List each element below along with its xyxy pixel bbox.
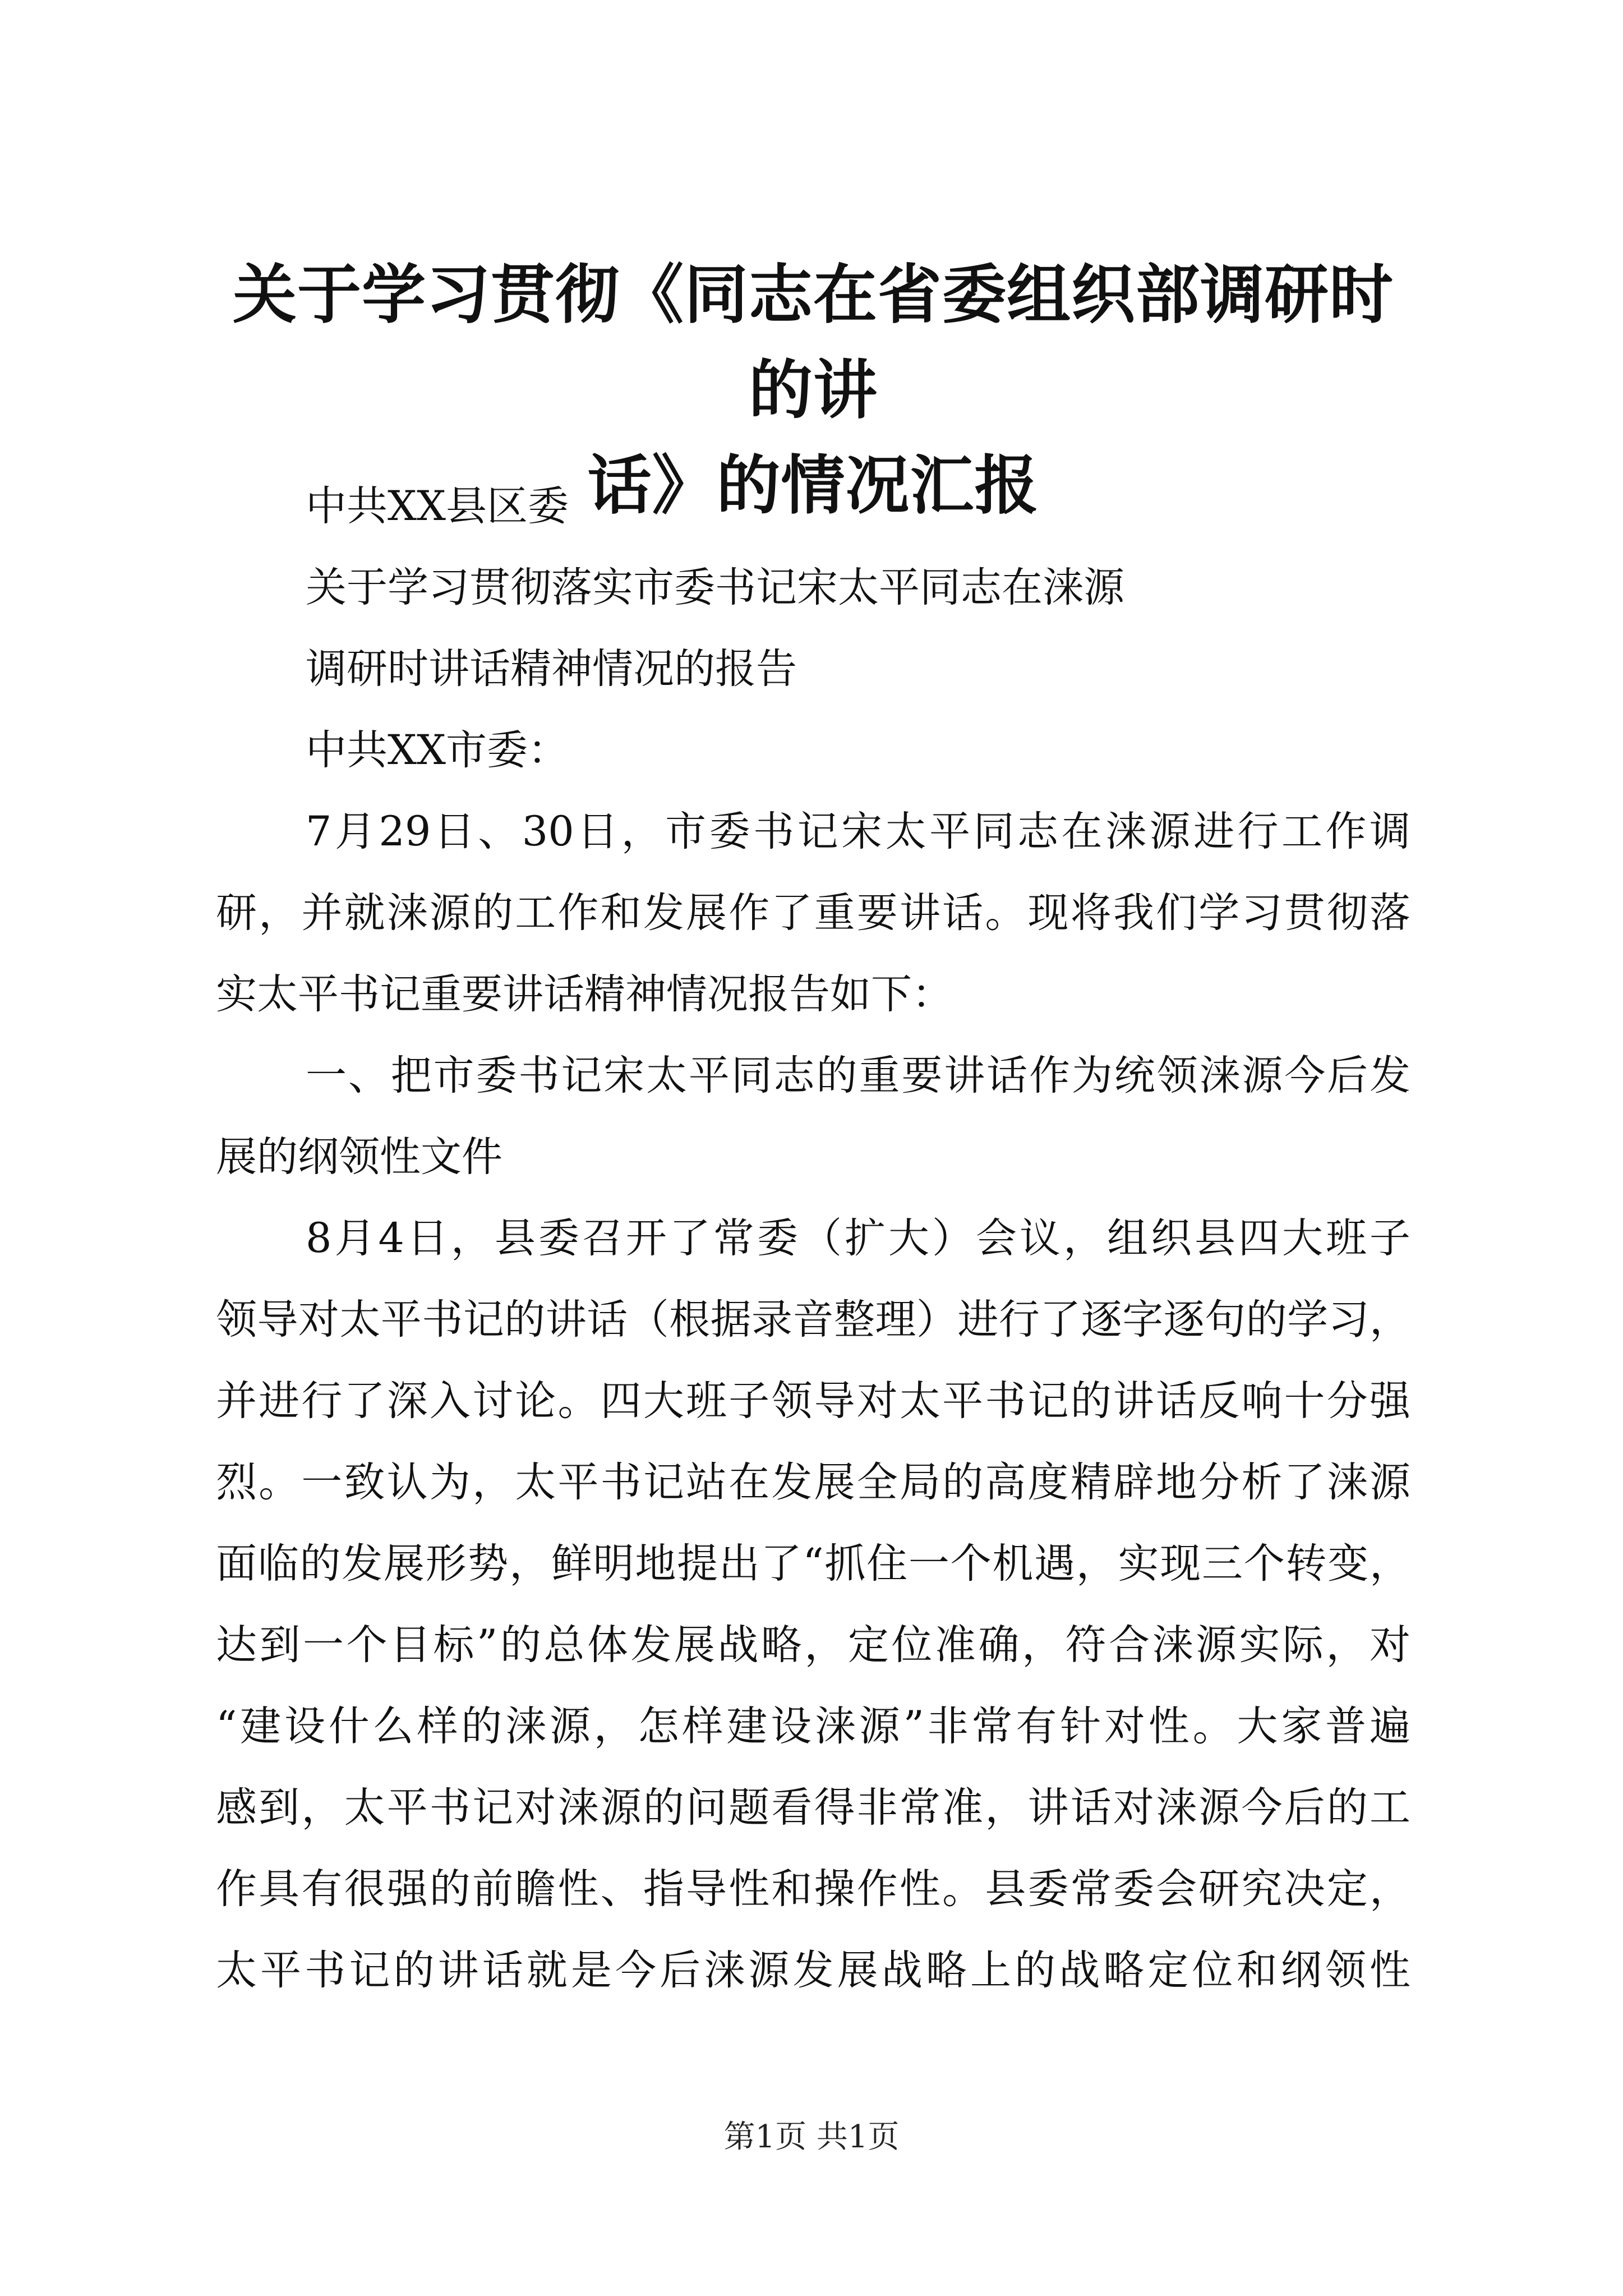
body-line: 8月4日，县委召开了常委（扩大）会议，组织县四大班子 xyxy=(306,1214,1410,1262)
body-line: 中共XX县区委 xyxy=(306,482,569,530)
body-line: 并进行了深入讨论。四大班子领导对太平书记的讲话反响十分强 xyxy=(216,1377,1410,1425)
body-line: “建设什么样的涞源，怎样建设涞源”非常有针对性。大家普遍 xyxy=(216,1703,1410,1750)
body-line: 太平书记的讲话就是今后涞源发展战略上的战略定位和纲领性 xyxy=(216,1947,1410,1994)
body-line: 领导对太平书记的讲话（根据录音整理）进行了逐字逐句的学习， xyxy=(216,1296,1410,1343)
title-line-2: 话》的情况汇报 xyxy=(587,448,1039,523)
body-line: 展的纲领性文件 xyxy=(216,1133,502,1181)
body-line: 调研时讲话精神情况的报告 xyxy=(306,645,797,693)
body-line: 感到，太平书记对涞源的问题看得非常准，讲话对涞源今后的工 xyxy=(216,1784,1410,1832)
body-line: 达到一个目标”的总体发展战略，定位准确，符合涞源实际，对 xyxy=(216,1621,1410,1669)
body-line: 关于学习贯彻落实市委书记宋太平同志在涞源 xyxy=(306,564,1124,611)
body-line: 7月29日、30日，市委书记宋太平同志在涞源进行工作调 xyxy=(306,808,1410,855)
body-line: 作具有很强的前瞻性、指导性和操作性。县委常委会研究决定， xyxy=(216,1865,1410,1913)
body-line: 烈。一致认为，太平书记站在发展全局的高度精辟地分析了涞源 xyxy=(216,1458,1410,1506)
body-line: 实太平书记重要讲话精神情况报告如下： xyxy=(216,970,953,1018)
title-line-1: 关于学习贯彻《同志在省委组织部调研时的讲 xyxy=(232,257,1394,427)
body-line: 研，并就涞源的工作和发展作了重要讲话。现将我们学习贯彻落 xyxy=(216,889,1410,937)
document-body xyxy=(216,466,1410,2011)
body-line: 中共XX市委： xyxy=(306,726,569,774)
page-footer: 第1页 共1页 xyxy=(723,2119,900,2155)
body-line: 面临的发展形势，鲜明地提出了“抓住一个机遇，实现三个转变， xyxy=(216,1540,1410,1588)
body-line: 一、把市委书记宋太平同志的重要讲话作为统领涞源今后发 xyxy=(306,1052,1410,1099)
